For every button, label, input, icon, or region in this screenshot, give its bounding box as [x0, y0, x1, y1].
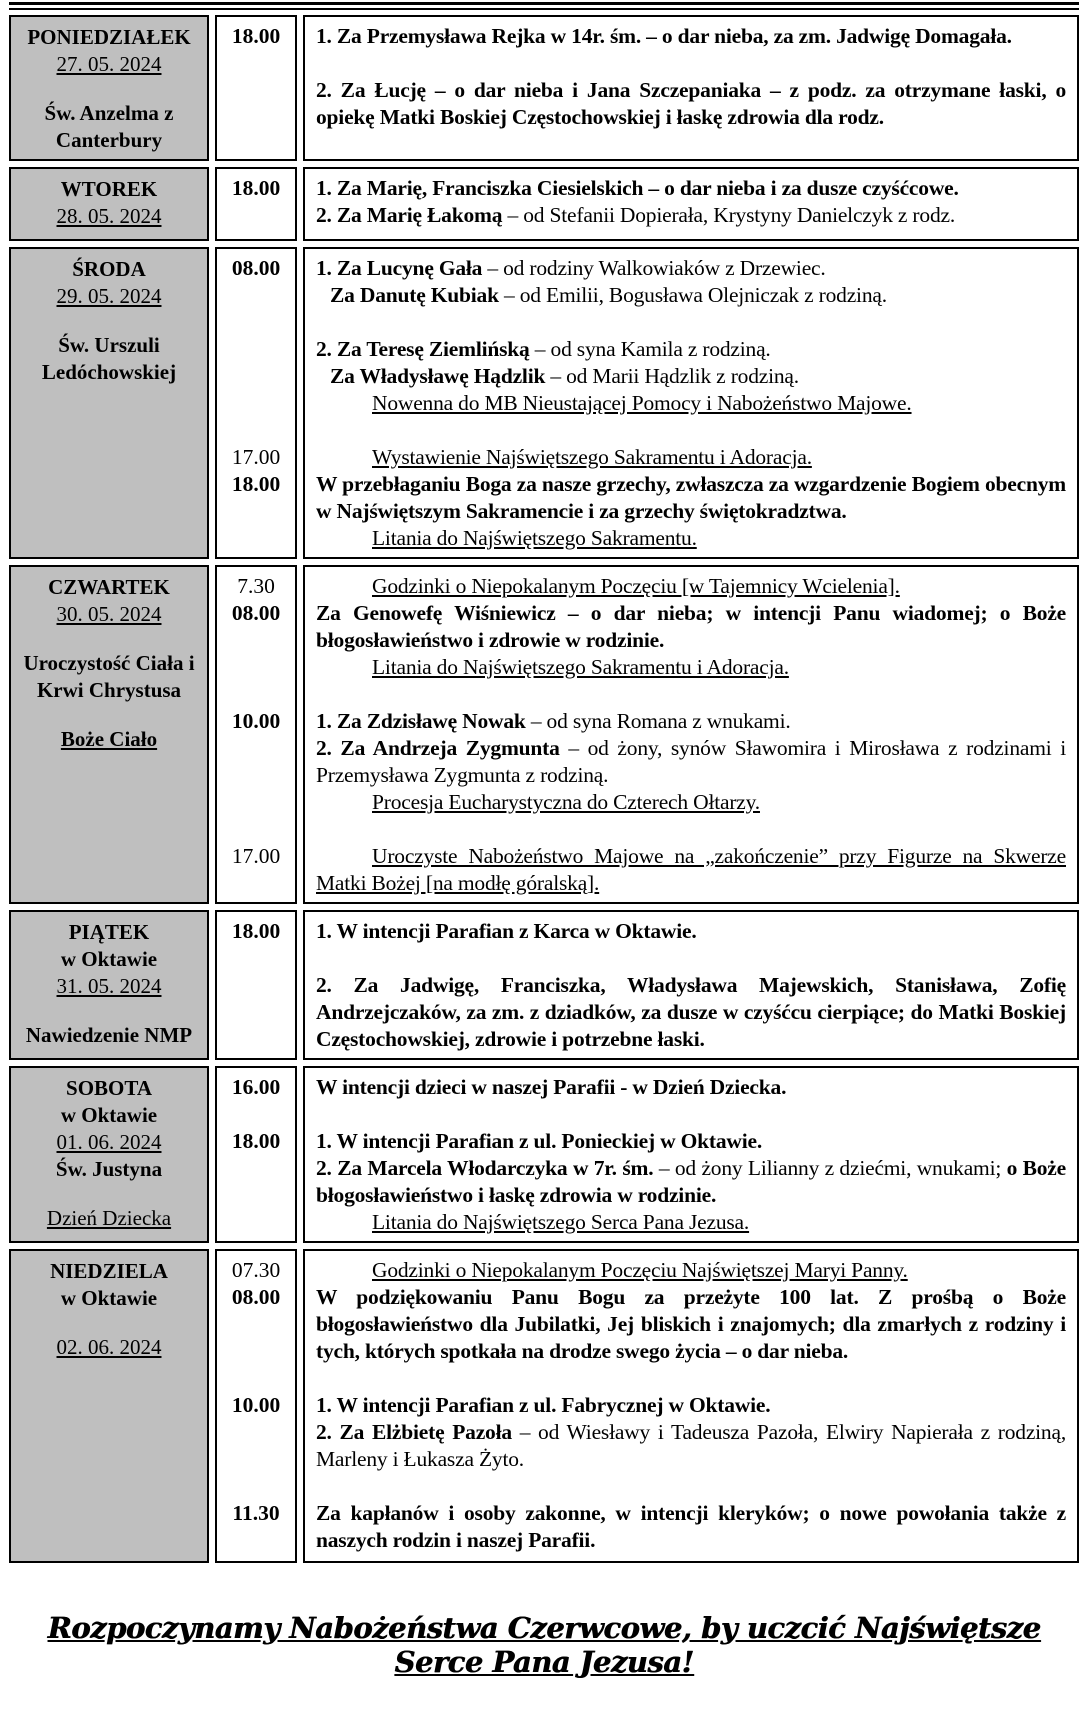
intention-paragraph: [316, 282, 1066, 309]
day-spacer: [15, 1183, 203, 1205]
intention-text: 2. Za Elżbietę Pazoła: [316, 1419, 520, 1444]
day-line: Św. Justyna: [55, 1156, 163, 1181]
mass-block: [232, 1500, 1066, 1554]
day-cell: [9, 247, 209, 559]
day-line: 28. 05. 2024: [56, 203, 162, 228]
day-line: NIEDZIELA: [50, 1258, 168, 1283]
intention-text: Uroczyste Nabożeństwo Majowe na „zakończenie” przy Figurze na Skwerze Matki Bożej [na modłę góralską].: [316, 843, 1066, 895]
intention-text: Za Danutę Kubiak: [330, 282, 505, 307]
intention-text: 2. Za Andrzeja Zygmunta: [316, 735, 569, 760]
schedule-row: [9, 247, 1079, 559]
mass-block: [231, 1257, 1066, 1284]
intention-text: – od Stefanii Dopierała, Krystyny Danielczyk z rodz.: [507, 202, 956, 227]
intentions-cell: [231, 167, 1079, 241]
intentions-cell: [231, 247, 1079, 559]
intention-paragraph: [316, 336, 1066, 363]
intention-text: Wystawienie Najświętszego Sakramentu i Adoracja.: [372, 444, 812, 469]
day-cell: [9, 1249, 209, 1563]
intention-text: Godzinki o Niepokalanym Poczęciu Najświętszej Maryi Panny.: [372, 1257, 908, 1282]
day-line: Św. Anzelma z Canterbury: [44, 100, 174, 152]
intention-text: Za Władysławę Hądzlik: [330, 363, 551, 388]
day-line: Boże Ciało: [60, 726, 158, 751]
day-line: Św. Urszuli Ledóchowskiej: [41, 332, 177, 384]
intention-paragraph: [316, 573, 1066, 600]
footer-announcement: [9, 1611, 1079, 1679]
intention-text: Litania do Najświętszego Sakramentu i Adoracja.: [372, 654, 789, 679]
intention-text: Litania do Najświętszego Serca Pana Jezusa.: [372, 1209, 750, 1234]
schedule-row: [9, 910, 1079, 1060]
time-label: 18.00: [231, 1128, 281, 1153]
day-spacer: [15, 1000, 203, 1022]
day-spacer: [15, 78, 203, 100]
intention-text: 1. Za Zdzisławę Nowak: [316, 708, 531, 733]
intention-text: W przebłaganiu Boga za nasze grzechy, zwłaszcza za wzgardzenie Bogiem obecnym w Najświętszym Sakramencie i za grzechy świętokradztwa.: [316, 471, 1066, 523]
intention-paragraph: [316, 735, 1066, 789]
schedule-row: [9, 1249, 1079, 1563]
day-line: w Oktawie: [60, 1285, 158, 1310]
mass-block: [231, 918, 1066, 1053]
intention-text: 1. W intencji Parafian z ul. Fabrycznej w Oktawie.: [316, 1392, 771, 1417]
intention-paragraph: [316, 175, 1066, 202]
time-column-cell: [215, 247, 297, 559]
time-label: 18.00: [231, 23, 281, 48]
day-line: SOBOTA: [66, 1075, 152, 1100]
day-cell: [9, 910, 209, 1060]
time-label: 11.30: [232, 1500, 280, 1525]
day-line: ŚRODA: [72, 256, 146, 281]
intention-paragraph: [316, 972, 1066, 1053]
intention-text: – od syna Kamila z rodziną.: [534, 336, 771, 361]
mass-intentions-table: [9, 15, 1079, 1563]
time-label: 18.00: [231, 471, 281, 496]
day-line: Uroczystość Ciała i Krwi Chrystusa: [23, 650, 195, 702]
schedule-row: [9, 565, 1079, 904]
mass-block: [231, 1392, 1066, 1473]
intention-text: 1. Za Marię, Franciszka Ciesielskich – o dar nieba i za dusze czyśćcowe.: [316, 175, 959, 200]
intention-paragraph: [316, 363, 1066, 390]
time-label: 18.00: [231, 175, 281, 200]
intention-paragraph: [316, 1392, 1066, 1419]
intention-text: Litania do Najświętszego Sakramentu.: [372, 525, 697, 550]
mass-block: [231, 1074, 1066, 1101]
intentions-cell: [231, 1066, 1079, 1243]
day-line: 01. 06. 2024: [56, 1129, 162, 1154]
intention-paragraph: [316, 1500, 1066, 1554]
schedule-row: [9, 15, 1079, 161]
intention-text: 1. Za Przemysława Rejka w 14r. śm. – o dar nieba, za zm. Jadwigę Domagała.: [316, 23, 1012, 48]
schedule-row: [9, 167, 1079, 241]
day-cell: [9, 15, 209, 161]
intentions-cell: [231, 1249, 1079, 1563]
day-line: CZWARTEK: [48, 574, 170, 599]
intention-paragraph: [316, 1257, 1066, 1284]
day-line: PIĄTEK: [68, 919, 150, 944]
intention-paragraph: [316, 654, 1066, 681]
intention-paragraph: [316, 918, 1066, 945]
intention-text: – od Wiesławy i Tadeusza Pazoła, Elwiry Napierała z rodziną, Marleny i Łukasza Żyto.: [316, 1419, 1066, 1471]
day-spacer: [15, 628, 203, 650]
intention-paragraph: [316, 1284, 1066, 1365]
intention-text: – od Emilii, Bogusława Olejniczak z rodziną.: [504, 282, 887, 307]
time-label: 16.00: [231, 1074, 281, 1099]
intention-text: Za kapłanów i osoby zakonne, w intencji kleryków; o nowe powołania także z naszych rodzin i naszej Parafii.: [316, 1500, 1066, 1552]
intention-paragraph: [316, 1074, 1066, 1101]
mass-block: [231, 471, 1066, 552]
intention-text: – od Marii Hądzlik z rodziną.: [550, 363, 799, 388]
intention-paragraph: [316, 255, 1066, 282]
time-label: 07.30: [231, 1257, 281, 1282]
intention-text: 1. Za Lucynę Gała: [316, 255, 488, 280]
day-line: 30. 05. 2024: [56, 601, 162, 626]
intention-paragraph: [316, 1209, 1066, 1236]
day-cell: [9, 167, 209, 241]
intention-paragraph: [316, 202, 1066, 229]
intention-text: Nowenna do MB Nieustającej Pomocy i Nabożeństwo Majowe.: [372, 390, 912, 415]
intentions-cell: [231, 15, 1079, 161]
intention-text: Procesja Eucharystyczna do Czterech Ołtarzy.: [372, 789, 760, 814]
intention-paragraph: [316, 444, 1066, 471]
time-label: 08.00: [231, 600, 281, 625]
intention-text: 2. Za Łucję – o dar nieba i Jana Szczepaniaka – z podz. za otrzymane łaski, o opiekę Matki Boskiej Częstochowskiej i łaskę zdrowia dla rodz.: [316, 77, 1066, 129]
intention-text: 2. Za Teresę Ziemlińską: [316, 336, 535, 361]
time-label: 17.00: [231, 843, 281, 868]
time-label: 08.00: [231, 255, 281, 280]
time-label: 7.30: [237, 573, 275, 598]
mass-block: [231, 600, 1066, 681]
intention-text: – od rodziny Walkowiaków z Drzewiec.: [487, 255, 826, 280]
intention-paragraph: [316, 1419, 1066, 1473]
intention-paragraph: [316, 23, 1066, 50]
intentions-cell: [231, 565, 1079, 904]
intention-text: Za Genowefę Wiśniewicz – o dar nieba; w intencji Panu wiadomej; o Boże błogosławieństwo i zdrowie w rodzinie.: [316, 600, 1066, 652]
time-label: 18.00: [231, 918, 281, 943]
day-line: 27. 05. 2024: [56, 51, 162, 76]
intention-paragraph: [316, 789, 1066, 816]
intention-text: 1. W intencji Parafian z ul. Ponieckiej w Oktawie.: [316, 1128, 763, 1153]
day-spacer: [15, 310, 203, 332]
day-line: Nawiedzenie NMP: [25, 1022, 193, 1047]
table-top-border: [9, 8, 1079, 10]
time-label: 10.00: [231, 1392, 281, 1417]
day-spacer: [15, 704, 203, 726]
mass-block: [231, 175, 1066, 229]
intention-text: – od żony Lilianny z dziećmi, wnukami;: [658, 1155, 1007, 1180]
day-line: 31. 05. 2024: [56, 973, 162, 998]
time-label: 17.00: [231, 444, 281, 469]
intentions-cell: [231, 910, 1079, 1060]
day-line: 29. 05. 2024: [56, 283, 162, 308]
intention-text: – od syna Romana z wnukami.: [530, 708, 791, 733]
day-line: w Oktawie: [60, 946, 158, 971]
previous-row-cut-border: [9, 2, 1079, 5]
intention-text: – od żony, synów Sławomira i Mirosława z rodzinami i Przemysława Zygmunta z rodziną.: [316, 735, 1066, 787]
mass-block: [231, 255, 1066, 417]
intention-text: W intencji dzieci w naszej Parafii - w Dzień Dziecka.: [316, 1074, 787, 1099]
intention-paragraph: [316, 77, 1066, 131]
day-line: w Oktawie: [60, 1102, 158, 1127]
mass-block: [231, 23, 1066, 131]
intention-text: 1. W intencji Parafian z Karca w Oktawie.: [316, 918, 697, 943]
footer-announcement-text: Rozpoczynamy Nabożeństwa Czerwcowe, by uczcić Najświętsze Serce Pana Jezusa!: [47, 1610, 1041, 1679]
day-cell: [9, 565, 209, 904]
intention-paragraph: [316, 525, 1066, 552]
intention-paragraph: [316, 471, 1066, 525]
day-line: PONIEDZIAŁEK: [27, 24, 191, 49]
time-label: 08.00: [231, 1284, 281, 1309]
mass-block: [237, 573, 1066, 600]
intention-text: Godzinki o Niepokalanym Poczęciu [w Tajemnicy Wcielenia].: [372, 573, 900, 598]
intention-text: 2. Za Marię Łakomą: [316, 202, 508, 227]
intention-paragraph: [316, 1155, 1066, 1209]
intention-paragraph: [316, 708, 1066, 735]
day-line: Dzień Dziecka: [46, 1205, 172, 1230]
mass-block: [231, 1284, 1066, 1365]
intention-paragraph: [316, 1128, 1066, 1155]
intention-text: 2. Za Marcela Włodarczyka w 7r. śm.: [316, 1155, 659, 1180]
mass-block: [231, 843, 1066, 897]
schedule-row: [9, 1066, 1079, 1243]
day-spacer: [15, 1312, 203, 1334]
intention-paragraph: [316, 843, 1066, 897]
day-cell: [9, 1066, 209, 1243]
intention-text: W podziękowaniu Panu Bogu za przeżyte 100 lat. Z prośbą o Boże błogosławieństwo dla Jubilatki, Jej bliskich i znajomych; dla zmarłych z rodziny i tych, których spotkała na drodze swego życia – o dar nieba.: [316, 1284, 1066, 1363]
intention-paragraph: [316, 600, 1066, 654]
day-line: WTOREK: [60, 176, 158, 201]
intention-text: 2. Za Jadwigę, Franciszka, Władysława Majewskich, Stanisława, Zofię Andrzejczaków, za zm. z dziadków, za dusze w czyśćcu cierpiące; do Matki Boskiej Częstochowskiej, zdrowie i potrzebne łaski.: [316, 972, 1066, 1051]
mass-block: [231, 1128, 1066, 1236]
mass-block: [231, 444, 1066, 471]
day-line: 02. 06. 2024: [56, 1334, 162, 1359]
intention-text: o Boże błogosławieństwo i łaskę zdrowia w rodzinie.: [316, 1155, 1066, 1207]
mass-block: [231, 708, 1066, 816]
time-label: 10.00: [231, 708, 281, 733]
intention-paragraph: [316, 390, 1066, 417]
